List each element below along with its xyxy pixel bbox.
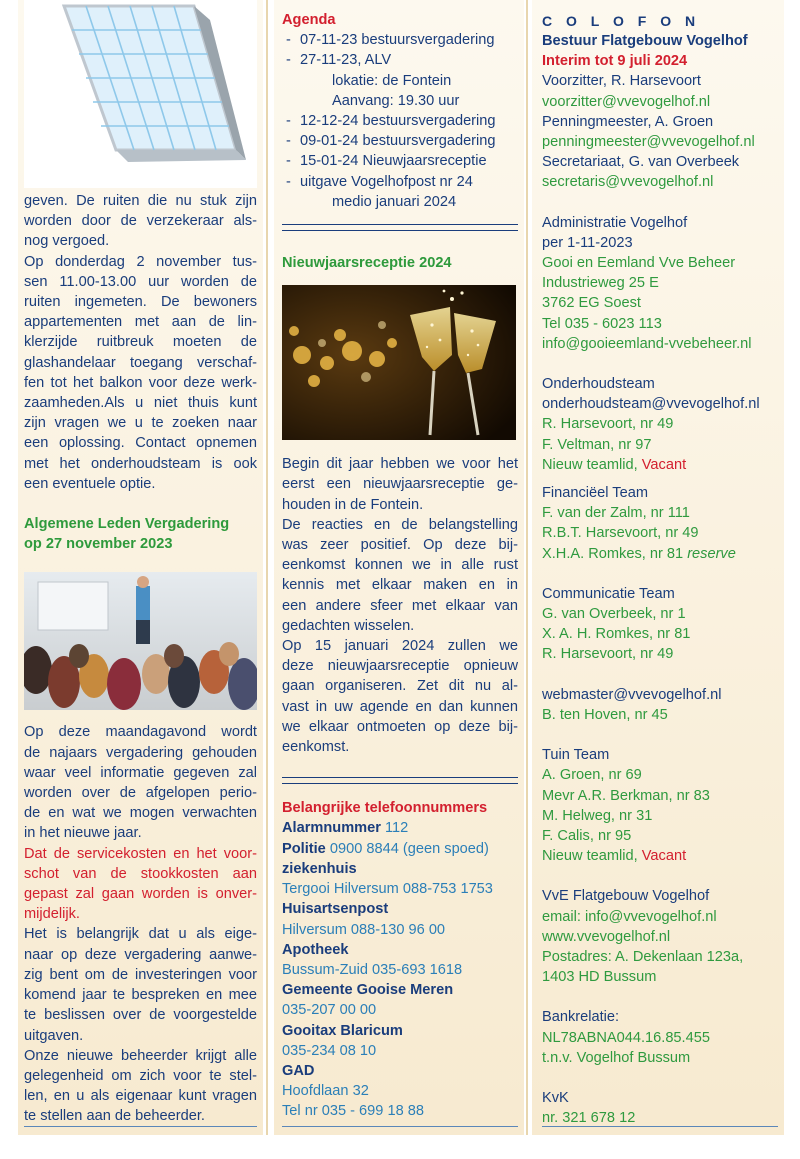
text-line: op 27 november 2023 [24, 536, 173, 553]
team-member: G. van Overbeek, nr 1 [542, 606, 686, 623]
admin-line: Industrieweg 25 E [542, 275, 659, 292]
text-line: Algemene Leden Vergadering [24, 516, 230, 533]
maintenance-new-member: Nieuw teamlid, [542, 456, 638, 473]
alv-heading [24, 514, 257, 554]
phone-number: Tergooi Hilversum 088-753 1753 [282, 881, 493, 898]
board-list [542, 71, 778, 192]
team-member: R. Harsevoort, nr 49 [542, 646, 674, 663]
phone-entry [282, 818, 518, 838]
bank-details [542, 1028, 778, 1068]
text-line: nog vergoed. [24, 233, 110, 250]
text-line: kennis met elkaar maken en in [282, 577, 518, 594]
finance-members [542, 503, 778, 543]
admin-title-line: per 1-11-2023 [542, 234, 633, 251]
phones-title: Belangrijke telefoonnummers [282, 800, 488, 817]
phone-entry [282, 1021, 518, 1041]
phone-label: Politie [282, 840, 326, 857]
text-line: met het onderhoudsteam is ook [24, 455, 257, 472]
agenda-item: - uitgave Vogelhofpost nr 24 [282, 172, 518, 192]
text-line: zijn vragen we u te zoeken naar [24, 415, 257, 432]
board-email[interactable]: voorzitter@vvevogelhof.nl [542, 93, 711, 110]
phone-entry [282, 899, 518, 919]
agenda-item: - 12-12-24 bestuursvergadering [282, 111, 518, 131]
phone-number: Hoofdlaan 32 [282, 1083, 369, 1100]
text-line: vast in uw agende en dan kunnen [282, 698, 518, 715]
glass-paragraph-1 [24, 191, 257, 252]
text-line: fen tot het balkon voor deze werk- [24, 374, 257, 391]
text-line: te stellen aan de beheerder. [24, 1108, 205, 1125]
admin-title-line: Administratie Vogelhof [542, 214, 688, 231]
phone-entry [282, 1061, 518, 1081]
section-divider [282, 224, 518, 231]
text-line: mijdelijk. [24, 906, 80, 923]
text-line: Dat de servicekosten en het voor- [24, 845, 257, 862]
phone-number: Hilversum 088-130 96 00 [282, 921, 446, 938]
webmaster-member: B. ten Hoven, nr 45 [542, 706, 668, 723]
phone-entry [282, 839, 518, 859]
admin-details [542, 253, 778, 354]
garden-title: Tuin Team [542, 747, 610, 764]
column-separator [266, 0, 268, 1135]
text-line: Op donderdag 2 november tus- [24, 253, 257, 270]
maintenance-members [542, 414, 778, 454]
phone-number: Bussum-Zuid 035-693 1618 [282, 961, 463, 978]
team-member: A. Groen, nr 69 [542, 767, 642, 784]
colofon-heading: C O L O F O N [542, 13, 701, 29]
text-line: appartementen met aan de lin- [24, 314, 257, 331]
phone-label: ziekenhuis [282, 860, 357, 877]
text-line: Op deze maandagavond wordt [24, 724, 257, 741]
agenda-item: - 27-11-23, ALV [282, 50, 518, 70]
board-title: Bestuur Flatgebouw Vogelhof [542, 33, 748, 49]
team-member: R.B.T. Harsevoort, nr 49 [542, 525, 699, 542]
team-member: X. A. H. Romkes, nr 81 [542, 626, 691, 643]
bank-title: Bankrelatie: [542, 1009, 620, 1026]
admin-line: info@gooieemland-vvebeheer.nl [542, 335, 752, 352]
finance-title: Financiëel Team [542, 485, 648, 502]
phone-entry [282, 859, 518, 879]
text-line: de en wat we mogen verwachten [24, 805, 257, 822]
text-line: een andere sfeer met elkaar van [282, 597, 518, 614]
text-line: was zeer positief. Op deze bij- [282, 537, 518, 554]
admin-line: 3762 EG Soest [542, 295, 641, 312]
communication-members [542, 604, 778, 665]
bottom-rule-2 [282, 1126, 518, 1127]
text-line: schot van de stookkosten aan [24, 865, 257, 882]
communication-title: Communicatie Team [542, 585, 675, 602]
text-line: uitgaven. [24, 1027, 84, 1044]
text-line: sen 11.00-13.00 uur worden de [24, 273, 257, 290]
maintenance-vacant: Vacant [641, 456, 687, 473]
bottom-rule [24, 1126, 257, 1127]
admin-line: Gooi en Eemland Vve Beheer [542, 255, 736, 272]
team-member: R. Harsevoort, nr 49 [542, 416, 674, 433]
alv-paragraph-3 [24, 1046, 257, 1127]
text-line: houden in de Fontein. [282, 496, 424, 513]
text-line: komend jaar te bespreken en mee [24, 987, 257, 1004]
phone-number: 035-207 00 00 [282, 1002, 377, 1019]
phone-list [282, 818, 518, 1121]
column-middle [274, 0, 524, 1135]
vve-line: email: info@vvevogelhof.nl [542, 908, 717, 925]
text-line: te beslissen over de voorgestelde [24, 1007, 257, 1024]
agenda-item: - 07-11-23 bestuursvergadering [282, 30, 518, 50]
text-line: Het is belangrijk dat u als eige- [24, 926, 257, 943]
finance-reserve-member: X.H.A. Romkes, nr 81 [542, 545, 684, 562]
team-member: F. van der Zalm, nr 111 [542, 505, 690, 522]
champagne-photo [282, 285, 518, 440]
text-line: worden over de afgelopen perio- [24, 785, 257, 802]
vve-line: 1403 HD Bussum [542, 969, 657, 986]
interim-note: Interim tot 9 juli 2024 [542, 53, 688, 70]
text-line: len, en u als eigenaar kunt vragen [24, 1088, 257, 1105]
text-line: klerzijde ruitbreuk moeten de [24, 334, 257, 351]
alv-paragraph-2 [24, 924, 257, 1045]
text-line: zig bent om de investeringen voor [24, 966, 257, 983]
webmaster-email: webmaster@vvevogelhof.nl [542, 686, 722, 703]
text-line: we elkaar ontmoeten op deze bij- [282, 718, 518, 735]
maintenance-email: onderhoudsteam@vvevogelhof.nl [542, 396, 760, 413]
agenda-title: Agenda [282, 12, 336, 28]
admin-line: Tel 035 - 6023 113 [542, 315, 662, 332]
text-line: Onze nieuwe beheerder krijgt alle [24, 1047, 257, 1064]
admin-title [542, 213, 778, 253]
kvk-number: nr. 321 678 12 [542, 1110, 636, 1127]
column-left [18, 0, 263, 1135]
team-member: F. Veltman, nr 97 [542, 436, 652, 453]
text-line: in het nieuwe jaar. [24, 825, 142, 842]
text-line: naar op deze vergadering aanwe- [24, 946, 257, 963]
agenda-item: medio januari 2024 [332, 193, 457, 210]
team-member: M. Helweg, nr 31 [542, 807, 653, 824]
alv-paragraph-1 [24, 722, 257, 843]
phone-label: Huisartsenpost [282, 901, 389, 918]
vve-line: Postadres: A. Dekenlaan 123a, [542, 948, 744, 965]
text-line: De reacties en de belangstelling [282, 516, 518, 533]
column-separator-2 [526, 0, 528, 1135]
text-line: waar veel informatie gegeven zal [24, 764, 257, 781]
vve-title: VvE Flatgebouw Vogelhof [542, 888, 710, 905]
board-email[interactable]: penningmeester@vvevogelhof.nl [542, 134, 755, 151]
garden-new-member: Nieuw teamlid, [542, 848, 638, 865]
text-line: de najaars vergadering gehouden [24, 744, 257, 761]
phone-label: Gemeente Gooise Meren [282, 982, 454, 999]
agenda-list [282, 30, 518, 212]
agenda-item: - 15-01-24 Nieuwjaarsreceptie [282, 151, 518, 171]
glass-paragraph-2 [24, 252, 257, 494]
agenda-item: lokatie: de Fontein [332, 72, 452, 89]
text-line: eenkomst. [282, 739, 350, 756]
vve-details [542, 907, 778, 988]
text-line: gepast zal gaan worden is onver- [24, 886, 257, 903]
board-role: Secretariaat, G. van Overbeek [542, 154, 740, 171]
text-line: deze nieuwjaarsreceptie opnieuw [282, 658, 518, 675]
glass-window-illustration [24, 0, 257, 188]
phone-entry [282, 980, 518, 1000]
text-line: gedachten wisselen. [282, 617, 415, 634]
text-line: een oplossing. Contact opnemen [24, 435, 257, 452]
reception-paragraph-1 [282, 454, 518, 515]
text-line: worden door de verzekeraar als- [24, 213, 257, 230]
phone-label: Alarmnummer [282, 820, 381, 837]
phone-label: Apotheek [282, 941, 349, 958]
text-line: eenkomst konnen we in alle rust [282, 557, 518, 574]
phone-label: GAD [282, 1062, 315, 1079]
agenda-item: Aanvang: 19.30 uur [332, 92, 460, 109]
garden-vacant: Vacant [641, 848, 687, 865]
team-member: Mevr A.R. Berkman, nr 83 [542, 787, 710, 804]
kvk-title: KvK [542, 1089, 569, 1106]
phone-number: 112 [380, 820, 409, 837]
text-line: gaan organiseren. Zet dit nu al- [282, 678, 518, 695]
team-member: F. Calis, nr 95 [542, 827, 632, 844]
text-line: Op 15 januari 2024 zullen we [282, 638, 518, 655]
phone-label: Gooitax Blaricum [282, 1022, 403, 1039]
text-line: Begin dit jaar hebben we voor het [282, 456, 518, 473]
board-email[interactable]: secretaris@vvevogelhof.nl [542, 174, 714, 191]
bank-line: t.n.v. Vogelhof Bussum [542, 1049, 691, 1066]
board-role: Voorzitter, R. Harsevoort [542, 73, 701, 90]
text-line: zaamheden.Als u niet thuis kunt [24, 395, 257, 412]
garden-members [542, 765, 778, 846]
bank-line: NL78ABNA044.16.85.455 [542, 1029, 710, 1046]
phone-number: 0900 8844 (geen spoed) [325, 840, 489, 857]
text-line: eerst een nieuwjaarsreceptie ge- [282, 476, 518, 493]
section-divider-2 [282, 777, 518, 784]
vve-line: www.vvevogelhof.nl [542, 928, 671, 945]
meeting-photo [24, 572, 257, 710]
column-right [532, 0, 784, 1135]
phone-entry [282, 940, 518, 960]
text-line: gelegenheid om zich voor te stel- [24, 1067, 257, 1084]
agenda-item: - 09-01-24 bestuursvergadering [282, 131, 518, 151]
alv-paragraph-red [24, 844, 257, 925]
board-role: Penningmeester, A. Groen [542, 113, 714, 130]
text-line: ruiten ingemeten. De bewoners [24, 294, 257, 311]
text-line: geven. De ruiten die nu stuk zijn [24, 193, 257, 209]
phone-number: Tel nr 035 - 699 18 88 [282, 1103, 424, 1120]
text-line: glashandelaar toegang verschaf- [24, 354, 257, 371]
finance-reserve-label: reserve [687, 545, 736, 562]
phone-number: 035-234 08 10 [282, 1042, 377, 1059]
bottom-rule-3 [542, 1126, 778, 1127]
reception-paragraph-2 [282, 515, 518, 636]
text-line: een eventuele optie. [24, 475, 156, 492]
maintenance-title: Onderhoudsteam [542, 376, 655, 393]
reception-paragraph-3 [282, 636, 518, 757]
reception-title: Nieuwjaarsreceptie 2024 [282, 255, 452, 272]
